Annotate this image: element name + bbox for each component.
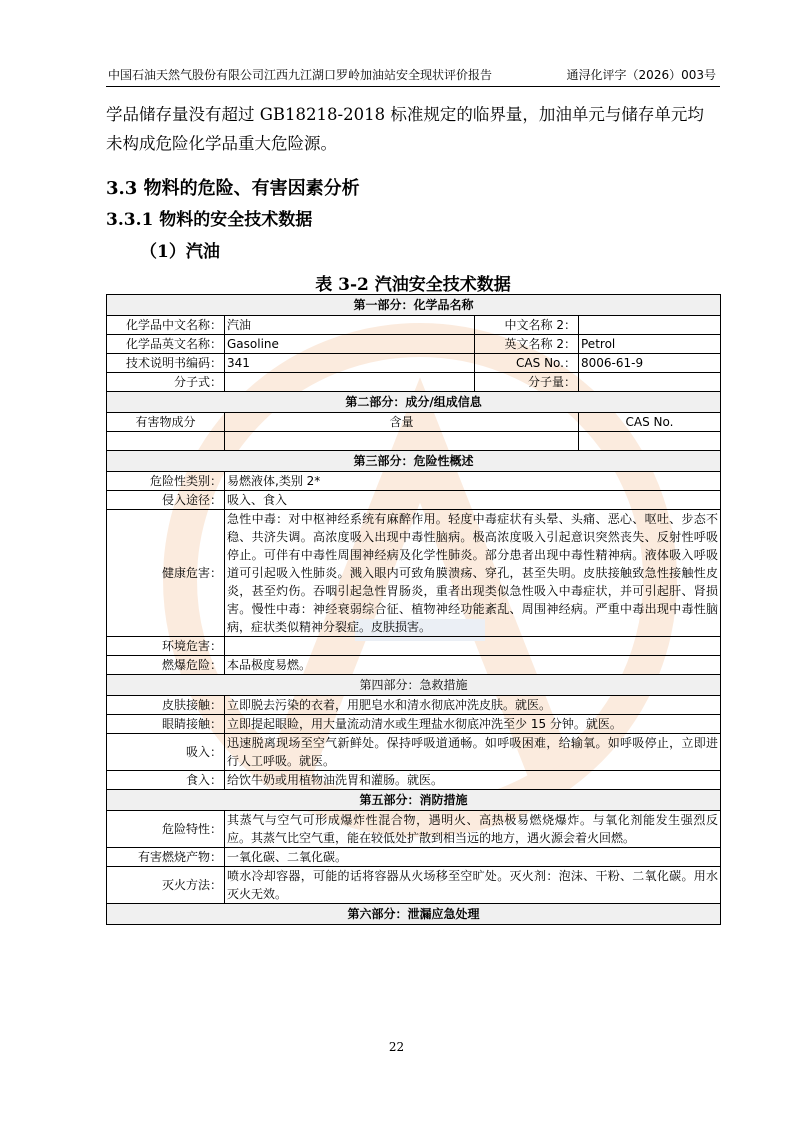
composition-empty-cell <box>225 432 579 451</box>
inhalation-label: 吸入： <box>107 734 225 771</box>
part1-title: 第一部分：化学品名称 <box>107 295 721 316</box>
part5-title: 第五部分：消防措施 <box>107 790 721 811</box>
hazard-class-value: 易燃液体,类别 2* <box>225 472 721 491</box>
running-header-title: 中国石油天然气股份有限公司江西九江湖口罗岭加油站安全现状评价报告 <box>108 68 493 82</box>
en-name2-value: Petrol <box>579 335 721 354</box>
hazard-class-label: 危险性类别： <box>107 472 225 491</box>
item-heading: （1）汽油 <box>140 242 220 262</box>
combustion-products-label: 有害燃烧产物： <box>107 848 225 867</box>
health-hazard-label: 健康危害： <box>107 510 225 637</box>
formula-label: 分子式： <box>107 373 225 392</box>
subsection-heading: 3.3.1 物料的安全技术数据 <box>106 210 313 230</box>
extinguishing-label: 灭火方法： <box>107 867 225 904</box>
route-value: 吸入、食入 <box>225 491 721 510</box>
composition-col-component: 有害物成分 <box>107 413 225 432</box>
formula-value <box>225 373 475 392</box>
composition-empty-cell <box>107 432 225 451</box>
health-hazard-value: 急性中毒：对中枢神经系统有麻醉作用。轻度中毒症状有头晕、头痛、恶心、呕吐、步态不稳、共济失调。高浓度吸入出现中毒性脑病。极高浓度吸入引起意识突然丧失、反射性呼吸停止。可伴有中毒性周围神经病及化学性肺炎。部分患者出现中毒性精神病。液体吸入呼吸道可引起吸入性肺炎。溅入眼内可致角膜溃疡、穿孔，甚至失明。皮肤接触致急性接触性皮炎，甚至灼伤。吞咽引起急性胃肠炎，重者出现类似急性吸入中毒症状，并可引起肝、肾损害。慢性中毒：神经衰弱综合征、植物神经功能紊乱、周围神经病。严重中毒出现中毒性脑病，症状类似精神分裂症。皮肤损害。 <box>225 510 721 637</box>
cn-name2-label: 中文名称 2： <box>475 316 579 335</box>
env-hazard-label: 环境危害： <box>107 637 225 656</box>
fire-hazard-property-value: 其蒸气与空气可形成爆炸性混合物，遇明火、高热极易燃烧爆炸。与氧化剂能发生强烈反应。其蒸气比空气重，能在较低处扩散到相当远的地方，遇火源会着火回燃。 <box>225 811 721 848</box>
composition-empty-cell <box>579 432 721 451</box>
en-name-label: 化学品英文名称： <box>107 335 225 354</box>
env-hazard-value <box>225 637 721 656</box>
inhalation-value: 迅速脱离现场至空气新鲜处。保持呼吸道通畅。如呼吸困难，给输氧。如呼吸停止，立即进行人工呼吸。就医。 <box>225 734 721 771</box>
page-number: 22 <box>388 1040 405 1054</box>
route-label: 侵入途径： <box>107 491 225 510</box>
header-divider <box>106 86 720 87</box>
part6-title: 第六部分：泄漏应急处理 <box>107 904 721 925</box>
safety-data-table <box>106 294 721 925</box>
part4-title: 第四部分：急救措施 <box>107 675 721 696</box>
fire-hazard-value: 本品极度易燃。 <box>225 656 721 675</box>
code-value: 341 <box>225 354 475 373</box>
composition-col-content: 含量 <box>225 413 579 432</box>
part2-title: 第二部分：成分/组成信息 <box>107 392 721 413</box>
cas-value: 8006-61-9 <box>579 354 721 373</box>
running-header-doc-number: 通浔化评字（2026）003号 <box>566 68 716 82</box>
mw-label: 分子量： <box>475 373 579 392</box>
en-name2-label: 英文名称 2： <box>475 335 579 354</box>
eye-contact-label: 眼睛接触： <box>107 715 225 734</box>
skin-contact-label: 皮肤接触： <box>107 696 225 715</box>
skin-contact-value: 立即脱去污染的衣着，用肥皂水和清水彻底冲洗皮肤。就医。 <box>225 696 721 715</box>
composition-col-cas: CAS No. <box>579 413 721 432</box>
intro-line-1: 学品储存量没有超过 GB18218-2018 标准规定的临界量，加油单元与储存单元均 <box>106 105 704 124</box>
table-caption: 表 3-2 汽油安全技术数据 <box>315 275 511 295</box>
ingestion-label: 食入： <box>107 771 225 790</box>
cn-name2-value <box>579 316 721 335</box>
code-label: 技术说明书编码： <box>107 354 225 373</box>
cn-name-value: 汽油 <box>225 316 475 335</box>
cas-label: CAS No.： <box>475 354 579 373</box>
extinguishing-value: 喷水冷却容器，可能的话将容器从火场移至空旷处。灭火剂：泡沫、干粉、二氧化碳。用水灭火无效。 <box>225 867 721 904</box>
fire-hazard-label: 燃爆危险： <box>107 656 225 675</box>
eye-contact-value: 立即提起眼睑，用大量流动清水或生理盐水彻底冲洗至少 15 分钟。就医。 <box>225 715 721 734</box>
en-name-value: Gasoline <box>225 335 475 354</box>
combustion-products-value: 一氧化碳、二氧化碳。 <box>225 848 721 867</box>
part3-title: 第三部分：危险性概述 <box>107 451 721 472</box>
section-heading: 3.3 物料的危险、有害因素分析 <box>106 178 360 199</box>
mw-value <box>579 373 721 392</box>
cn-name-label: 化学品中文名称： <box>107 316 225 335</box>
intro-line-2: 未构成危险化学品重大危险源。 <box>106 134 337 153</box>
ingestion-value: 给饮牛奶或用植物油洗胃和灌肠。就医。 <box>225 771 721 790</box>
fire-hazard-property-label: 危险特性： <box>107 811 225 848</box>
